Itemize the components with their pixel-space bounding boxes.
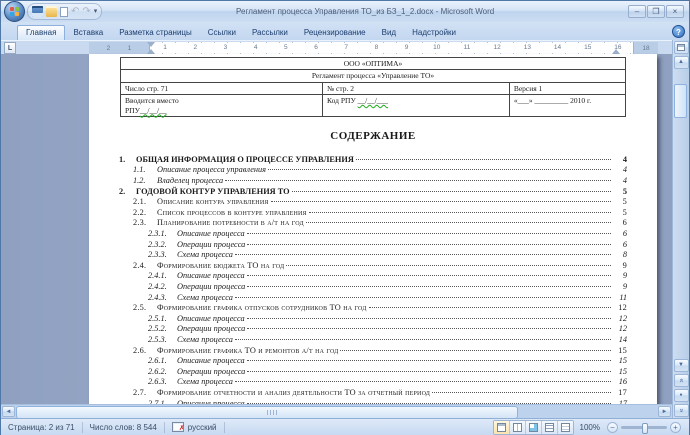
toc-entry[interactable] [119,165,627,176]
zoom-slider-thumb[interactable] [642,423,648,434]
code-cell [323,95,510,117]
toc-entry-number: 2.5.1. [148,313,167,323]
ruler-number: 8 [361,43,391,53]
toc-entry-label: Описание процесса управления [157,165,267,175]
scroll-up-icon[interactable]: ▲ [674,56,689,69]
toc-leader-dots [235,381,611,382]
zoom-level[interactable]: 100% [579,422,600,432]
toc-entry[interactable] [119,335,627,346]
ribbon-tab-ссылки[interactable]: Ссылки [207,28,236,37]
toc-entry-label: Формирование графика отпусков сотрудников ТО на год [157,303,367,313]
minimize-button[interactable]: – [628,5,646,18]
toc-entry[interactable] [119,208,627,219]
toc-entry[interactable] [119,155,627,166]
replaces-blank: __/__/__ [139,105,167,115]
toc-entry-number: 2.6. [133,345,147,355]
date-cell: «___» _________ 2010 г. [509,95,625,117]
vertical-scroll-thumb[interactable] [674,84,687,118]
toc-leader-dots [286,265,611,266]
replaces-prefix: РПУ [125,105,140,115]
toc-entry-label: Формирование отчетности и анализ деятельности ТО за отчетный период [157,387,431,397]
toc-entry[interactable] [119,250,627,261]
qat-customize-icon[interactable]: ▾ [93,7,98,15]
toc-entry-label: Операции процесса [177,282,246,291]
toc-entry-page: 15 [618,366,627,376]
toc-entry[interactable] [119,377,627,388]
close-button[interactable]: × [666,5,684,18]
toc-leader-dots [271,201,611,202]
toc-leader-dots [247,318,611,319]
ruler-number: 12 [482,43,512,53]
version-cell: Версия 1 [509,82,625,94]
toc-list [119,155,627,409]
replaces-label: Вводится вместо [125,96,179,106]
toc-entry-number: 2.4. [133,260,147,270]
toc-entry-label: Описание процесса [177,229,245,239]
toc-entry-page: 5 [622,197,627,207]
ruler-number: 6 [301,43,331,53]
toc-entry-number: 2.2. [133,207,147,217]
toc-entry-page: 14 [618,334,627,344]
ruler-number: 3 [210,43,240,53]
toc-entry[interactable] [119,346,627,357]
toc-entry-number: 2.6.3. [148,377,167,387]
restore-button[interactable]: ❐ [647,5,665,18]
zoom-slider[interactable] [621,426,667,429]
ruler-right-margin [634,42,658,54]
toc-leader-dots [306,222,611,223]
ruler-number: 18 [642,44,650,52]
toc-entry-label: Схема процесса [177,377,233,387]
code-label: Код РПУ [327,96,358,106]
toc-entry-page: 12 [618,303,627,313]
toc-leader-dots [247,233,611,234]
toc-leader-dots [247,328,611,329]
toc-entry-page: 12 [618,324,627,334]
toc-entry-page: 6 [622,229,627,239]
toc-leader-dots [432,392,611,393]
ribbon-tab-главная[interactable]: Главная [17,25,65,40]
select-browse-object-button[interactable]: ● [674,389,689,402]
toc-entry[interactable] [119,218,627,229]
toc-entry-label: Описание контура управления [157,197,269,207]
toc-entry[interactable] [119,388,627,399]
toc-entry[interactable] [119,197,627,208]
quick-access-toolbar [27,3,102,20]
draft-view-button[interactable] [558,421,573,434]
ribbon-tab-вставка[interactable]: Вставка [73,28,104,37]
toc-entry-page: 15 [618,356,627,366]
ruler-number: 10 [422,43,452,53]
toc-entry-number: 1.1. [133,165,146,175]
new-document-icon[interactable] [60,7,68,17]
toc-entry-label: ОБЩАЯ ИНФОРМАЦИЯ О ПРОЦЕССЕ УПРАВЛЕНИЯ [136,154,354,164]
toc-entry-label: Формирование бюджета ТО на год [157,260,285,270]
toc-entry-number: 2.6.2. [148,366,167,376]
ruler-number: 5 [271,43,301,53]
toc-entry-number: 2.3.1. [148,229,167,239]
toc-entry-page: 8 [622,250,627,260]
scroll-down-icon[interactable]: ▼ [674,359,689,372]
ribbon-tab-вид[interactable]: Вид [381,28,397,37]
toc-entry-label: Операции процесса [177,366,246,376]
ruler-number: 1 [150,43,180,53]
toc-entry[interactable] [119,176,627,187]
toc-entry[interactable] [119,261,627,272]
redo-icon[interactable]: ↷ [82,6,91,17]
vertical-scroll-track[interactable] [673,70,689,358]
toc-entry[interactable] [119,187,627,198]
ruler-number: 1 [127,44,132,52]
toc-entry-label: Схема процесса [177,250,233,260]
print-layout-view-button[interactable] [494,421,510,434]
ruler-number: 11 [452,43,482,53]
toc-entry-number: 2.3. [133,218,147,228]
toc-leader-dots [356,159,611,160]
pages-count-cell: Число стр. 71 [121,82,323,94]
toc-leader-dots [247,275,611,276]
replaces-cell [121,95,323,117]
toc-entry-number: 2.3.3. [148,250,167,260]
language-label: русский [187,422,217,432]
toc-leader-dots [340,350,611,351]
scroll-left-icon[interactable]: ◄ [2,406,15,417]
toc-entry-page: 4 [622,154,627,164]
toc-entry-page: 4 [622,176,627,186]
toc-entry[interactable] [119,240,627,251]
horizontal-scrollbar[interactable] [1,404,672,418]
web-layout-view-button[interactable] [526,421,542,434]
window-controls [628,5,684,18]
save-icon[interactable] [32,6,43,17]
toc-entry-page: 5 [622,186,627,196]
ruler-number: 2 [106,44,111,52]
toc-entry[interactable] [119,324,627,335]
toc-entry-number: 2. [119,186,126,196]
word-count[interactable]: Число слов: 8 544 [83,422,165,433]
ruler-number: 9 [392,43,422,53]
ribbon-tab-рецензирование[interactable]: Рецензирование [303,28,366,37]
window-title: Регламент процесса Управления ТО_из БЗ_1_2.docx - Microsoft Word [236,7,495,16]
first-line-indent-marker[interactable] [147,42,155,47]
code-blank: __/__/___ [357,96,389,106]
toc-entry-label: Описание процесса [177,271,245,281]
vertical-scrollbar[interactable] [672,40,689,418]
ribbon-tab-рассылки[interactable]: Рассылки [251,28,288,37]
toc-entry-label: Список процессов в контуре управления [157,207,307,217]
toc-entry-number: 2.5.2. [148,324,167,334]
toc-entry-number: 2.4.3. [148,292,167,302]
zoom-out-button[interactable]: − [607,422,618,433]
toc-entry-number: 2.5.3. [148,334,167,344]
previous-page-button[interactable]: « [674,374,689,387]
page-indicator[interactable]: Страница: 2 из 71 [1,422,83,433]
zoom-in-button[interactable]: + [670,422,681,433]
toc-entry[interactable] [119,367,627,378]
toc-entry-page: 11 [619,292,627,302]
office-button[interactable] [4,1,25,22]
toc-title: СОДЕРЖАНИЕ [330,129,416,142]
ruler-number: 15 [573,43,603,53]
toc-leader-dots [235,254,611,255]
toc-leader-dots [247,286,611,287]
horizontal-ruler[interactable] [89,42,658,54]
ribbon-tab-row [1,22,689,40]
toc-leader-dots [309,212,611,213]
page-no-cell: № стр. 2 [323,82,510,94]
toc-leader-dots [225,180,611,181]
toc-entry[interactable] [119,356,627,367]
document-header-table [120,57,626,117]
toc-entry-number: 2.7. [133,387,147,397]
toc-entry-label: Планирование потребности в а/т на год [157,218,304,228]
toc-entry-page: 4 [622,165,627,175]
toc-entry-label: Описание процесса [177,313,245,323]
undo-icon[interactable]: ↶ [71,6,80,17]
toc-entry-label: Схема процесса [177,334,233,344]
help-button[interactable]: ? [672,25,685,38]
document-page[interactable] [89,54,657,426]
ruler-number: 4 [241,43,271,53]
full-screen-reading-view-button[interactable] [510,421,526,434]
toc-entry-number: 1.2. [133,176,146,186]
toc-entry-number: 2.3.2. [148,239,167,249]
toc-leader-dots [292,191,611,192]
toc-entry-number: 2.1. [133,197,147,207]
title-bar [1,1,689,22]
toc-entry-page: 5 [622,207,627,217]
toc-entry-page: 6 [622,218,627,228]
toc-leader-dots [369,307,611,308]
toc-entry[interactable] [119,293,627,304]
status-bar [1,418,689,435]
view-shortcuts [493,420,574,435]
ruler-number: 13 [512,43,542,53]
toc-entry[interactable] [119,271,627,282]
toc-entry[interactable] [119,303,627,314]
toc-entry-number: 1. [119,154,126,164]
toc-entry-label: Операции процесса [177,324,246,334]
document-area[interactable] [1,54,672,404]
ruler-number: 7 [331,43,361,53]
toc-leader-dots [247,244,611,245]
toc-entry-page: 16 [618,377,627,387]
ruler-number: 16 [603,43,633,53]
toc-entry[interactable] [119,314,627,325]
toc-entry-label: Владелец процесса [157,176,224,186]
open-icon[interactable] [46,6,57,17]
toc-leader-dots [247,360,611,361]
ruler-toggle-button[interactable] [674,41,689,54]
toc-entry-page: 6 [622,239,627,249]
toc-entry-page: 9 [622,260,627,270]
toc-entry-page: 12 [618,313,627,323]
ruler-row [1,40,689,55]
toc-entry-label: ГОДОВОЙ КОНТУР УПРАВЛЕНИЯ ТО [136,186,290,196]
ruler-number: 14 [542,43,572,53]
toc-entry-label: Описание процесса [177,356,245,366]
toc-leader-dots [235,339,611,340]
ribbon-tab-надстройки[interactable]: Надстройки [412,28,457,37]
ribbon-tab-разметка-страницы[interactable]: Разметка страницы [119,28,192,37]
next-page-button[interactable]: » [674,404,689,417]
ruler-number: 2 [180,43,210,53]
toc-entry-number: 2.4.1. [148,271,167,281]
toc-entry-label: Схема процесса [177,292,233,302]
outline-view-button[interactable] [542,421,558,434]
scroll-right-icon[interactable]: ► [658,406,671,417]
toc-entry[interactable] [119,282,627,293]
toc-leader-dots [268,169,611,170]
toc-entry-page: 15 [618,345,627,355]
toc-entry-number: 2.6.1. [148,356,167,366]
ruler-left-margin [89,42,149,54]
toc-entry-label: Формирование графика ТО и ремонтов а/т на год [157,345,339,355]
toc-entry-page: 17 [618,387,627,397]
toc-leader-dots [247,371,611,372]
toc-entry-page: 9 [622,282,627,291]
language-indicator[interactable] [165,422,225,433]
proofing-errors-icon[interactable] [172,422,184,432]
document-title: Регламент процесса «Управление ТО» [121,70,626,82]
toc-entry-number: 2.4.2. [148,282,167,291]
toc-entry-label: Операции процесса [177,239,246,249]
toc-entry[interactable] [119,229,627,240]
tab-stop-selector[interactable]: L [4,42,16,54]
toc-leader-dots [235,297,611,298]
toc-entry-page: 9 [622,271,627,281]
ruler-scale [149,42,634,54]
company-name: ООО «ОПТИМА» [121,58,626,70]
office-logo-icon [10,7,19,16]
toc-entry-number: 2.5. [133,303,147,313]
